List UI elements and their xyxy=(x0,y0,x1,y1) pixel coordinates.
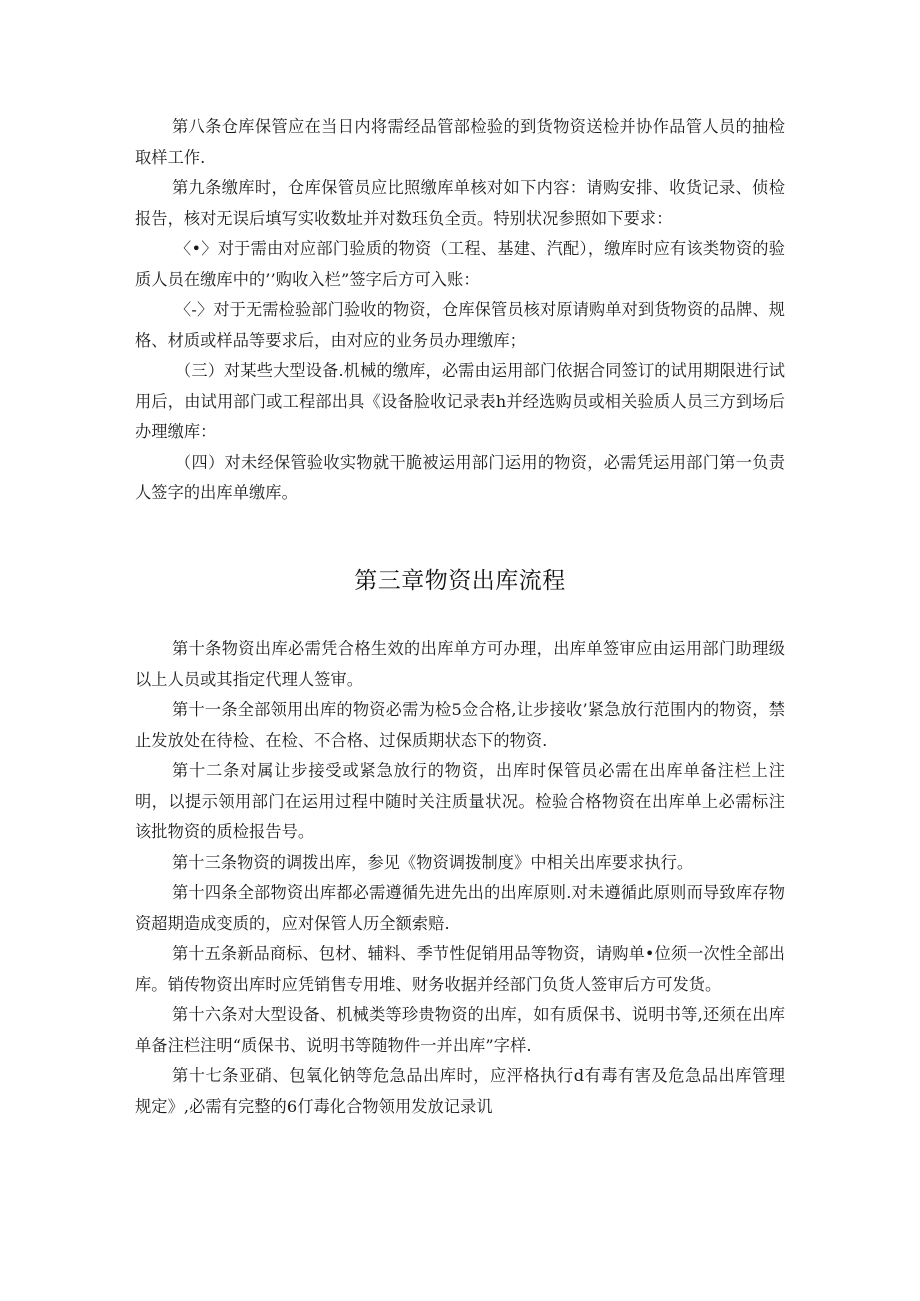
article-10: 第十条物资出库必需凭合格生效的出库单方可办理，出库单签审应由运用部门助理级以上人员或其指定代理人签审。 xyxy=(135,639,785,689)
article-13: 第十三条物资的调拨出库，参见《物资调拨制度》中相关出库要求执行。 xyxy=(172,852,694,872)
section-warehousing-rules xyxy=(135,112,785,509)
article-16: 第十六条对大型设备、机械类等珍贵物资的出库，如有质保书、说明书等,还须在出库单备注栏注明“质保书、说明书等随物件一并出库”字样. xyxy=(135,1005,785,1055)
article-8: 第八条仓库保管应在当日内将需经品管部检验的到货物资送检并协作品管人员的抽检取样工作. xyxy=(135,117,785,167)
article-9-item-2: 〈-〉对于无需检验部门验收的物资，仓库保管员核对原请购单对到货物资的品牌、规格、材质或样品等要求后，由对应的业务员办理缴库； xyxy=(135,300,785,350)
article-12: 第十二条对属让步接受或紧急放行的物资，出库时保管员必需在出库单备注栏上注明，以提示领用部门在运用过程中随时关注质量状况。检验合格物资在出库单上必需标注该批物资的质检报告号。 xyxy=(135,761,785,841)
article-17: 第十七条亚硝、包氧化钠等危急品出库时，应泙格执行d有毒有害及危急品出库管理规定》,必需有完整的6仃毒化合物领用发放记录讥 xyxy=(135,1066,785,1116)
chapter-title: 第三章物资出库流程 xyxy=(354,568,566,594)
article-9: 第九条缴库时，仓库保管员应比照缴库单核对如下内容：请购安排、收货记录、侦检报告，核对无误后填写实收数址并对数珏负全贡。特别状况参照如下要求： xyxy=(135,178,785,228)
article-9-item-3: （三）对某些大型设备.机械的缴库，必需由运用部门依据合同签订的试用期限进行试用后，由试用部门或工程部出具《设备脸收记录表h并经选购员或相关验质人员三方到场后办理缴库： xyxy=(135,361,785,441)
article-11: 第十一条全部领用出库的物资必需为检5佥合格,让步接收’紧急放行范围内的物资，禁止发放处在待检、在检、不合格、过保质期状态下的物资. xyxy=(135,700,785,750)
article-9-item-4: （四）对未经保管验收实物就干脆被运用部门运用的物资，必需凭运用部门第一负责人签字的出库单缴库。 xyxy=(135,452,785,502)
section-outbound-rules xyxy=(135,634,785,1122)
article-9-item-1: 〈•〉对于需由对应部门验质的物资（工程、基建、汽配），缴库时应有该类物资的验质人员在缴库中的’’购收入栏”签字后方可入账： xyxy=(135,239,785,289)
article-15: 第十五条新品商标、包材、辅料、季节性促销用品等物资，请购单•位须一次性全部出库。销传物资出库时应凭销售专用堆、财务收据并经部门负货人签审后方可发货。 xyxy=(135,944,785,994)
article-14: 第十四条全部物资出库都必需遵循先进先出的出库原则.对未遵循此原则而导致库存物资超期造成变质的，应对保管人历全额索赔. xyxy=(135,883,785,933)
